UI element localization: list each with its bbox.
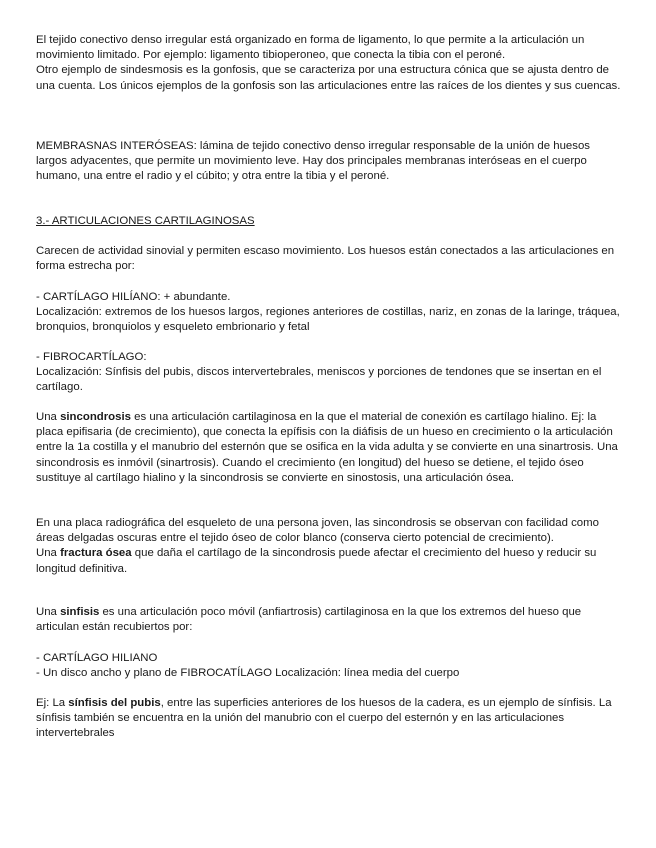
sinf-pre: Una bbox=[36, 606, 61, 618]
paragraph-ligamento bbox=[36, 33, 622, 94]
paragraph-hialino bbox=[36, 290, 622, 336]
text-gonfosis: Otro ejemplo de sindesmosis es la gonfosis, que se caracteriza por una estructura cónica que se ajusta dentro de una cuenta. Los únicos ejemplos de la gonfosis son las articulaciones entre las raíces de los dientes y sus cuencas. bbox=[36, 64, 621, 92]
hialino-localizacion: Localización: extremos de los huesos largos, regiones anteriores de costillas, nariz, en zonas de la laringe, tráquea, bronquios, bronquiolos y esqueleto embrionario y fetal bbox=[36, 306, 620, 334]
sinco-term: sincondrosis bbox=[60, 411, 131, 423]
fibro-localizacion: Localización: Sínfisis del pubis, discos intervertebrales, meniscos y porciones de tendones que se insertan en el cartílago. bbox=[36, 366, 602, 394]
sinco-body: es una articulación cartilaginosa en la que el material de conexión es cartílago hialino. Ej: la placa epifisaria (de crecimiento), que conecta la epífisis con la diáfisis de un hueso en crecimiento o la articulación entre la 1a costilla y el manubrio del esternón que se osifica en la vida adulta y se convierte en una sinartrosis. Una sincondrosis es inmóvil (sinartrosis). Cuando el crecimiento (en longitud) del hueso se detiene, el tejido óseo sustituye al cartílago hialino y la sincondrosis se convierte en sinostosis, una articulación ósea. bbox=[36, 411, 618, 484]
text-sincondrosis bbox=[36, 410, 622, 486]
text-membranas: MEMBRASNAS INTERÓSEAS: lámina de tejido conectivo denso irregular responsable de la unión de huesos largos adyacentes, que permite un movimiento leve. Hay dos principales membranas interóseas en el cuerpo humano, una entre el radio y el cúbito; y otra entre la tibia y el peroné. bbox=[36, 140, 590, 183]
text-intro: Carecen de actividad sinovial y permiten escaso movimiento. Los huesos están conectados a las articulaciones en forma estrecha por: bbox=[36, 245, 615, 273]
ej-body: , entre las superficies anteriores de los huesos de la cadera, es un ejemplo de sínfisis. La sínfisis también se encuentra en la unión del manubrio con el cuerpo del esternón y en las articulaciones intervertebrales bbox=[36, 697, 612, 740]
text-sinfisis bbox=[36, 605, 622, 635]
paragraph-ejemplo bbox=[36, 696, 622, 742]
heading-articulaciones-cartilaginosas: 3.- ARTICULACIONES CARTILAGINOSAS bbox=[36, 215, 255, 227]
list-item: - CARTÍLAGO HILIANO bbox=[36, 652, 158, 664]
ej-term: sínfisis del pubis bbox=[68, 697, 161, 709]
paragraph-intro bbox=[36, 244, 622, 274]
paragraph-sinfisis bbox=[36, 605, 622, 635]
text-fractura bbox=[36, 546, 622, 576]
sinf-body: es una articulación poco móvil (anfiartrosis) cartilaginosa en la que los extremos del hueso que articulan están recubiertos por: bbox=[36, 606, 582, 634]
fract-pre: Una bbox=[36, 547, 61, 560]
sinco-pre: Una bbox=[36, 411, 61, 423]
paragraph-sincondrosis bbox=[36, 410, 622, 486]
ej-pre: Ej: La bbox=[36, 697, 69, 709]
text-radiografia: En una placa radiográfica del esqueleto de una persona joven, las sincondrosis se observan con facilidad como áreas delgadas oscuras entre el tejido óseo de color blanco (conserva cierto potencial de crecimiento). bbox=[36, 517, 599, 545]
paragraph-fibro bbox=[36, 350, 622, 396]
list-sinfisis bbox=[36, 651, 622, 681]
fract-body: que daña el cartílago de la sincondrosis puede afectar el crecimiento del hueso y reducir su longitud definitiva. bbox=[36, 547, 597, 575]
hialino-title: - CARTÍLAGO HILÍANO: + abundante. bbox=[36, 291, 231, 303]
paragraph-membranas bbox=[36, 139, 622, 185]
fract-term: fractura ósea bbox=[60, 547, 132, 560]
text-ligamento: El tejido conectivo denso irregular está organizado en forma de ligamento, lo que permite a la articulación un movimiento limitado. Por ejemplo: ligamento tibioperoneo, que conecta la tibia con el peroné. bbox=[36, 34, 585, 62]
sinf-term: sinfisis bbox=[60, 606, 100, 618]
fibro-title: - FIBROCARTÍLAGO: bbox=[36, 351, 147, 363]
text-ejemplo bbox=[36, 696, 622, 742]
list-item: - Un disco ancho y plano de FIBROCATÍLAGO Localización: línea media del cuerpo bbox=[36, 667, 460, 680]
paragraph-radiografia bbox=[36, 516, 622, 577]
section-heading bbox=[36, 214, 622, 229]
